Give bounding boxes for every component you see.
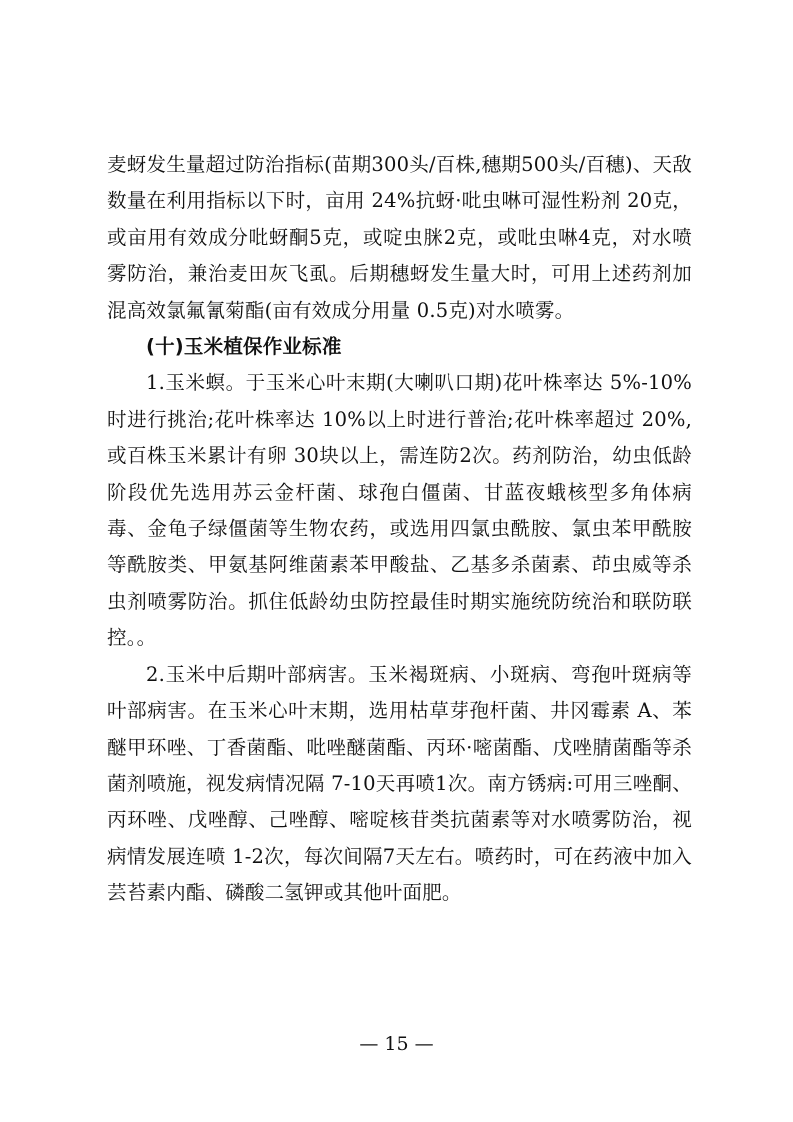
page-number: — 15 — bbox=[359, 1033, 434, 1055]
paragraph-corn-borer: 1.玉米螟。于玉米心叶末期(大喇叭口期)花叶株率达 5%-10%时进行挑治;花叶株率达 10%以上时进行普治;花叶株率超过 20%,或百株玉米累计有卵 30块以上，需连防2次。药剂防治，幼虫低龄阶段优先选用苏云金杆菌、球孢白僵菌、甘蓝夜蛾核型多角体病毒、金龟子绿僵菌等生物农药，或选用四氯虫酰胺、氯虫苯甲酰胺等酰胺类、甲氨基阿维菌素苯甲酸盐、乙基多杀菌素、茚虫威等杀虫剂喷雾防治。抓住低龄幼虫防控最佳时期实施统防统治和联防联控。。 bbox=[107, 371, 692, 650]
document-body bbox=[107, 147, 692, 912]
section-heading-corn-plant-protection: (十)玉米植保作业标准 bbox=[146, 335, 342, 359]
paragraph-corn-leaf-disease: 2.玉米中后期叶部病害。玉米褐斑病、小斑病、弯孢叶斑病等叶部病害。在玉米心叶末期，选用枯草芽孢杆菌、井冈霉素 A、苯醚甲环唑、丁香菌酯、吡唑醚菌酯、丙环·嘧菌酯、戊唑腈菌酯等杀菌剂喷施，视发病情况隔 7-10天再喷1次。南方锈病:可用三唑酮、丙环唑、戊唑醇、己唑醇、嘧啶核苷类抗菌素等对水喷雾防治，视病情发展连喷 1-2次，每次间隔7天左右。喷药时，可在药液中加入芸苔素内酯、磷酸二氢钾或其他叶面肥。 bbox=[107, 662, 692, 905]
paragraph-aphid-control: 麦蚜发生量超过防治指标(苗期300头/百株,穗期500头/百穗)、天敌数量在利用指标以下时，亩用 24%抗蚜·吡虫啉可湿性粉剂 20克，或亩用有效成分吡蚜酮5克，或啶虫脒2克，或吡虫啉4克，对水喷雾防治，兼治麦田灰飞虱。后期穗蚜发生量大时，可用上述药剂加混高效氯氟氰菊酯(亩有效成分用量 0.5克)对水喷雾。 bbox=[107, 153, 692, 322]
